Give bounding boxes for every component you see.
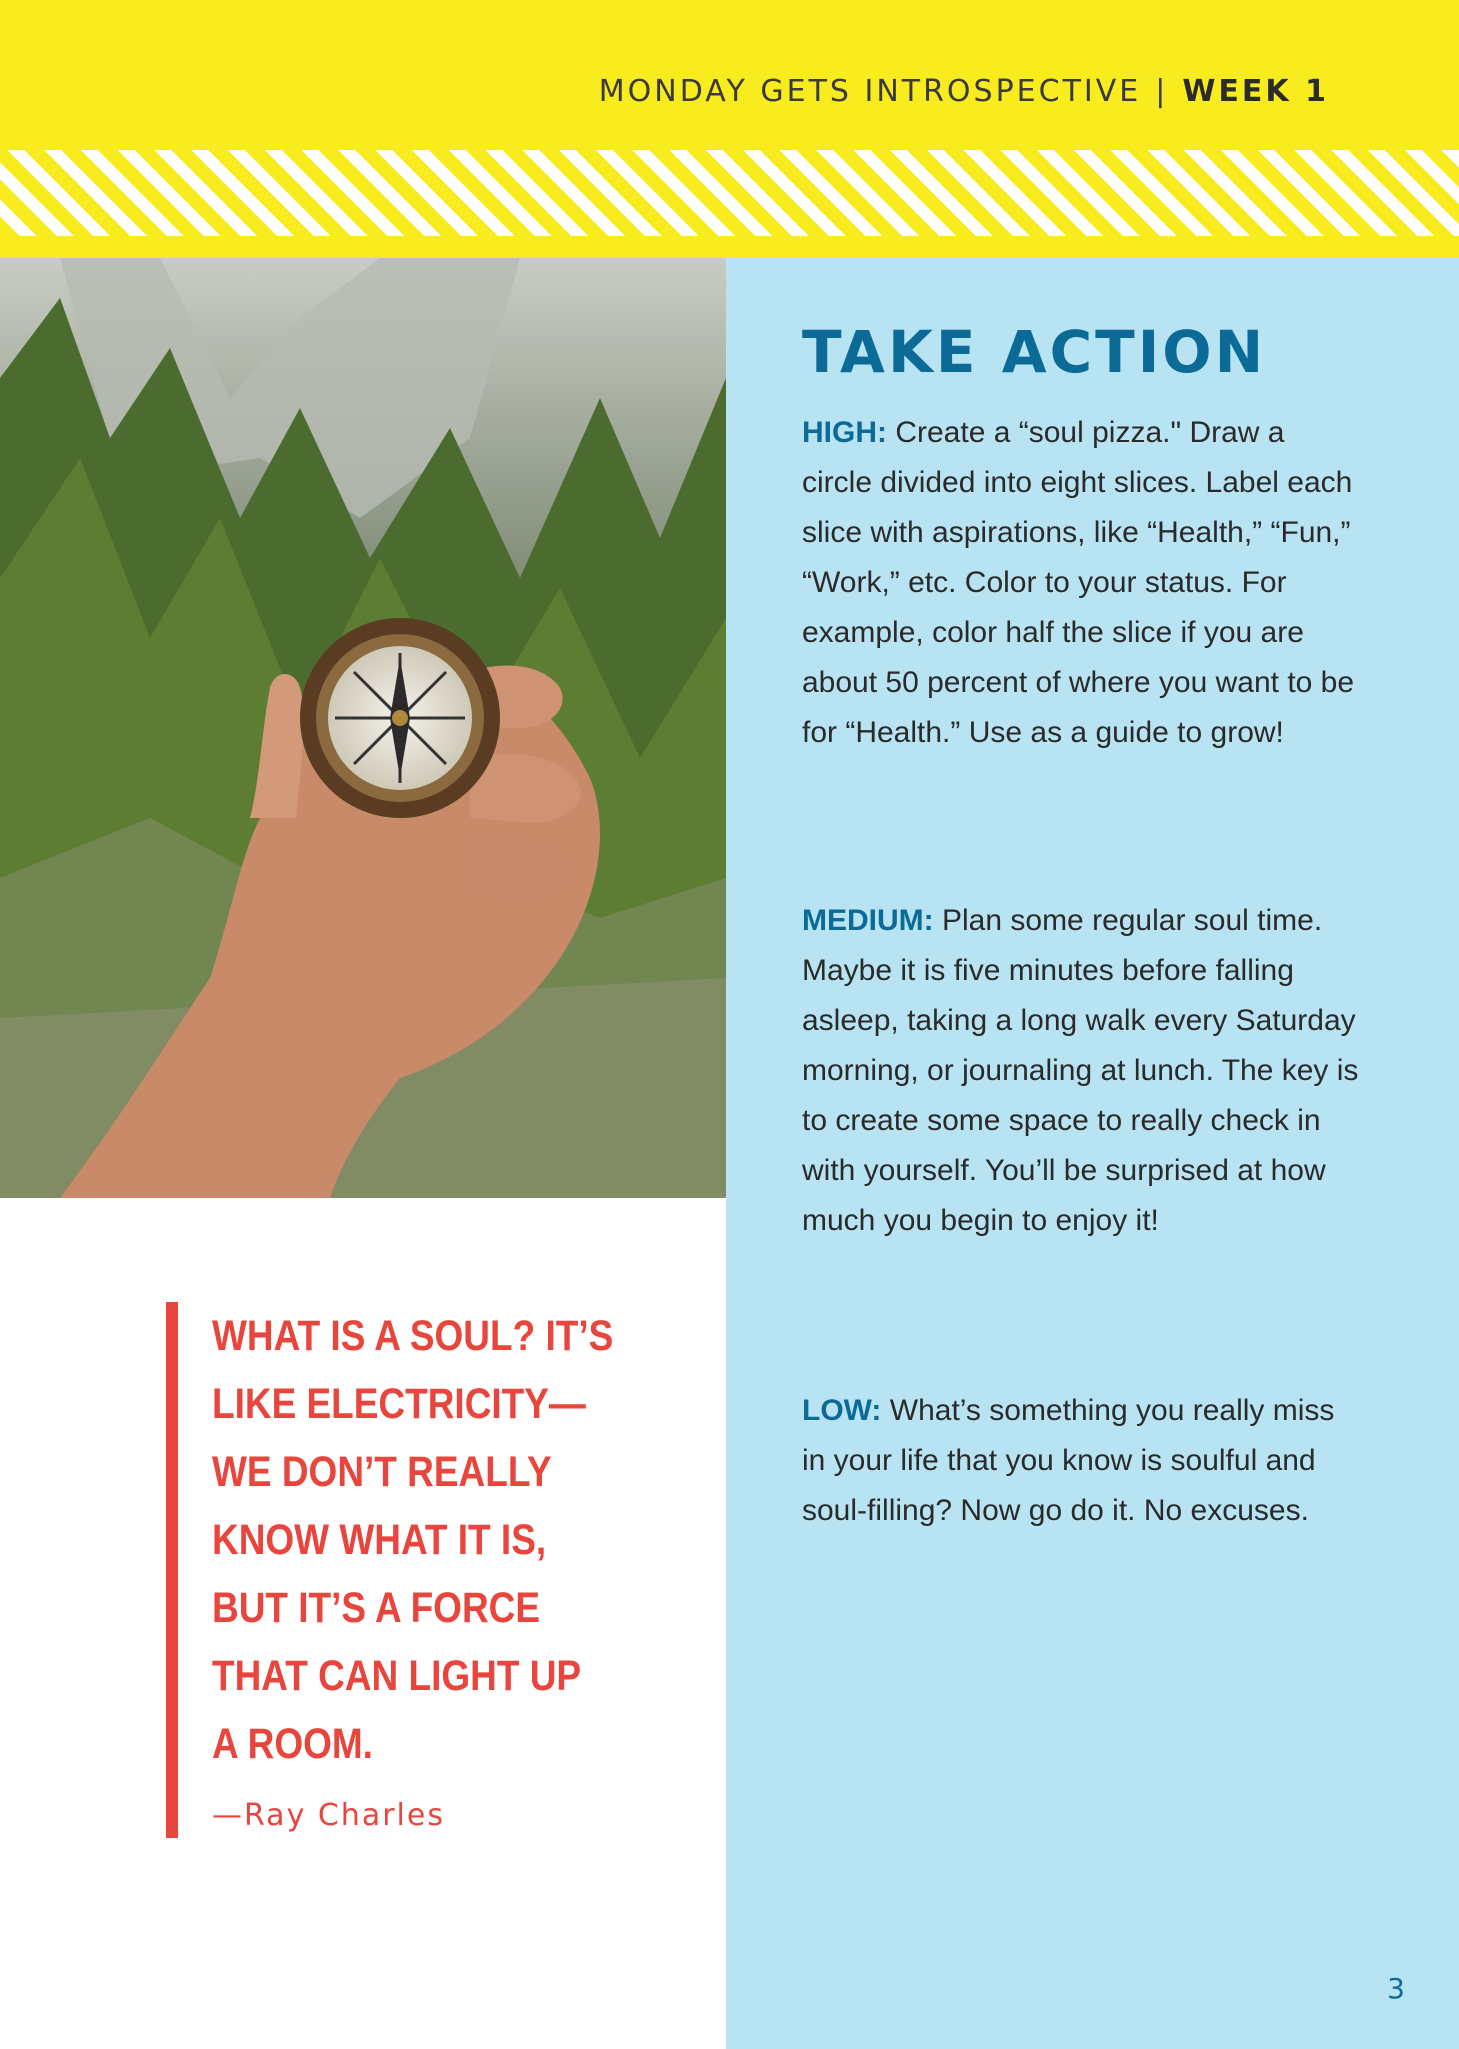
action-medium-text: Plan some regular soul time. Maybe it is five minutes before falling asleep, taking a long walk every Saturday morning, or journaling at lunch. The key is to create some space to really check in with yourself. You’ll be surprised at how much you begin to enjoy it!: [802, 904, 1359, 1237]
action-medium-label: MEDIUM:: [802, 904, 934, 937]
action-low-text: What’s something you really miss in your life that you know is soulful and soul-filling? Now go do it. No excuses.: [802, 1394, 1335, 1527]
action-low: [802, 1386, 1362, 1536]
action-high: [802, 408, 1362, 758]
running-head-title: MONDAY GETS INTROSPECTIVE: [598, 74, 1142, 109]
action-medium: [802, 896, 1362, 1246]
action-low-label: LOW:: [802, 1394, 882, 1427]
page-header: [0, 0, 1459, 258]
page-number: 3: [1387, 1972, 1405, 2005]
action-high-text: Create a “soul pizza." Draw a circle divided into eight slices. Label each slice with aspirations, like “Health,” “Fun,” “Work,” etc. Color to your status. For example, color half the slice if you are about 50 percent of where you want to be for “Health.” Use as a guide to grow!: [802, 416, 1355, 749]
running-head-separator: |: [1155, 74, 1169, 109]
compass-photo: [0, 258, 726, 1198]
striped-band: [0, 150, 1459, 236]
running-head: [599, 74, 1329, 109]
take-action-title: TAKE ACTION: [802, 318, 1267, 386]
quote-text: WHAT IS A SOUL? IT’S LIKE ELECTRICITY— WE DON’T REALLY KNOW WHAT IT IS, BUT IT’S A FORCE THAT CAN LIGHT UP A ROOM.: [212, 1312, 614, 1768]
running-head-week: WEEK 1: [1182, 74, 1329, 109]
hand-holding-compass-photo: [0, 258, 726, 1198]
take-action-panel: [726, 258, 1459, 2049]
pull-quote: [166, 1302, 678, 1838]
action-high-label: HIGH:: [802, 416, 887, 449]
quote-author: —Ray Charles: [212, 1798, 445, 1833]
